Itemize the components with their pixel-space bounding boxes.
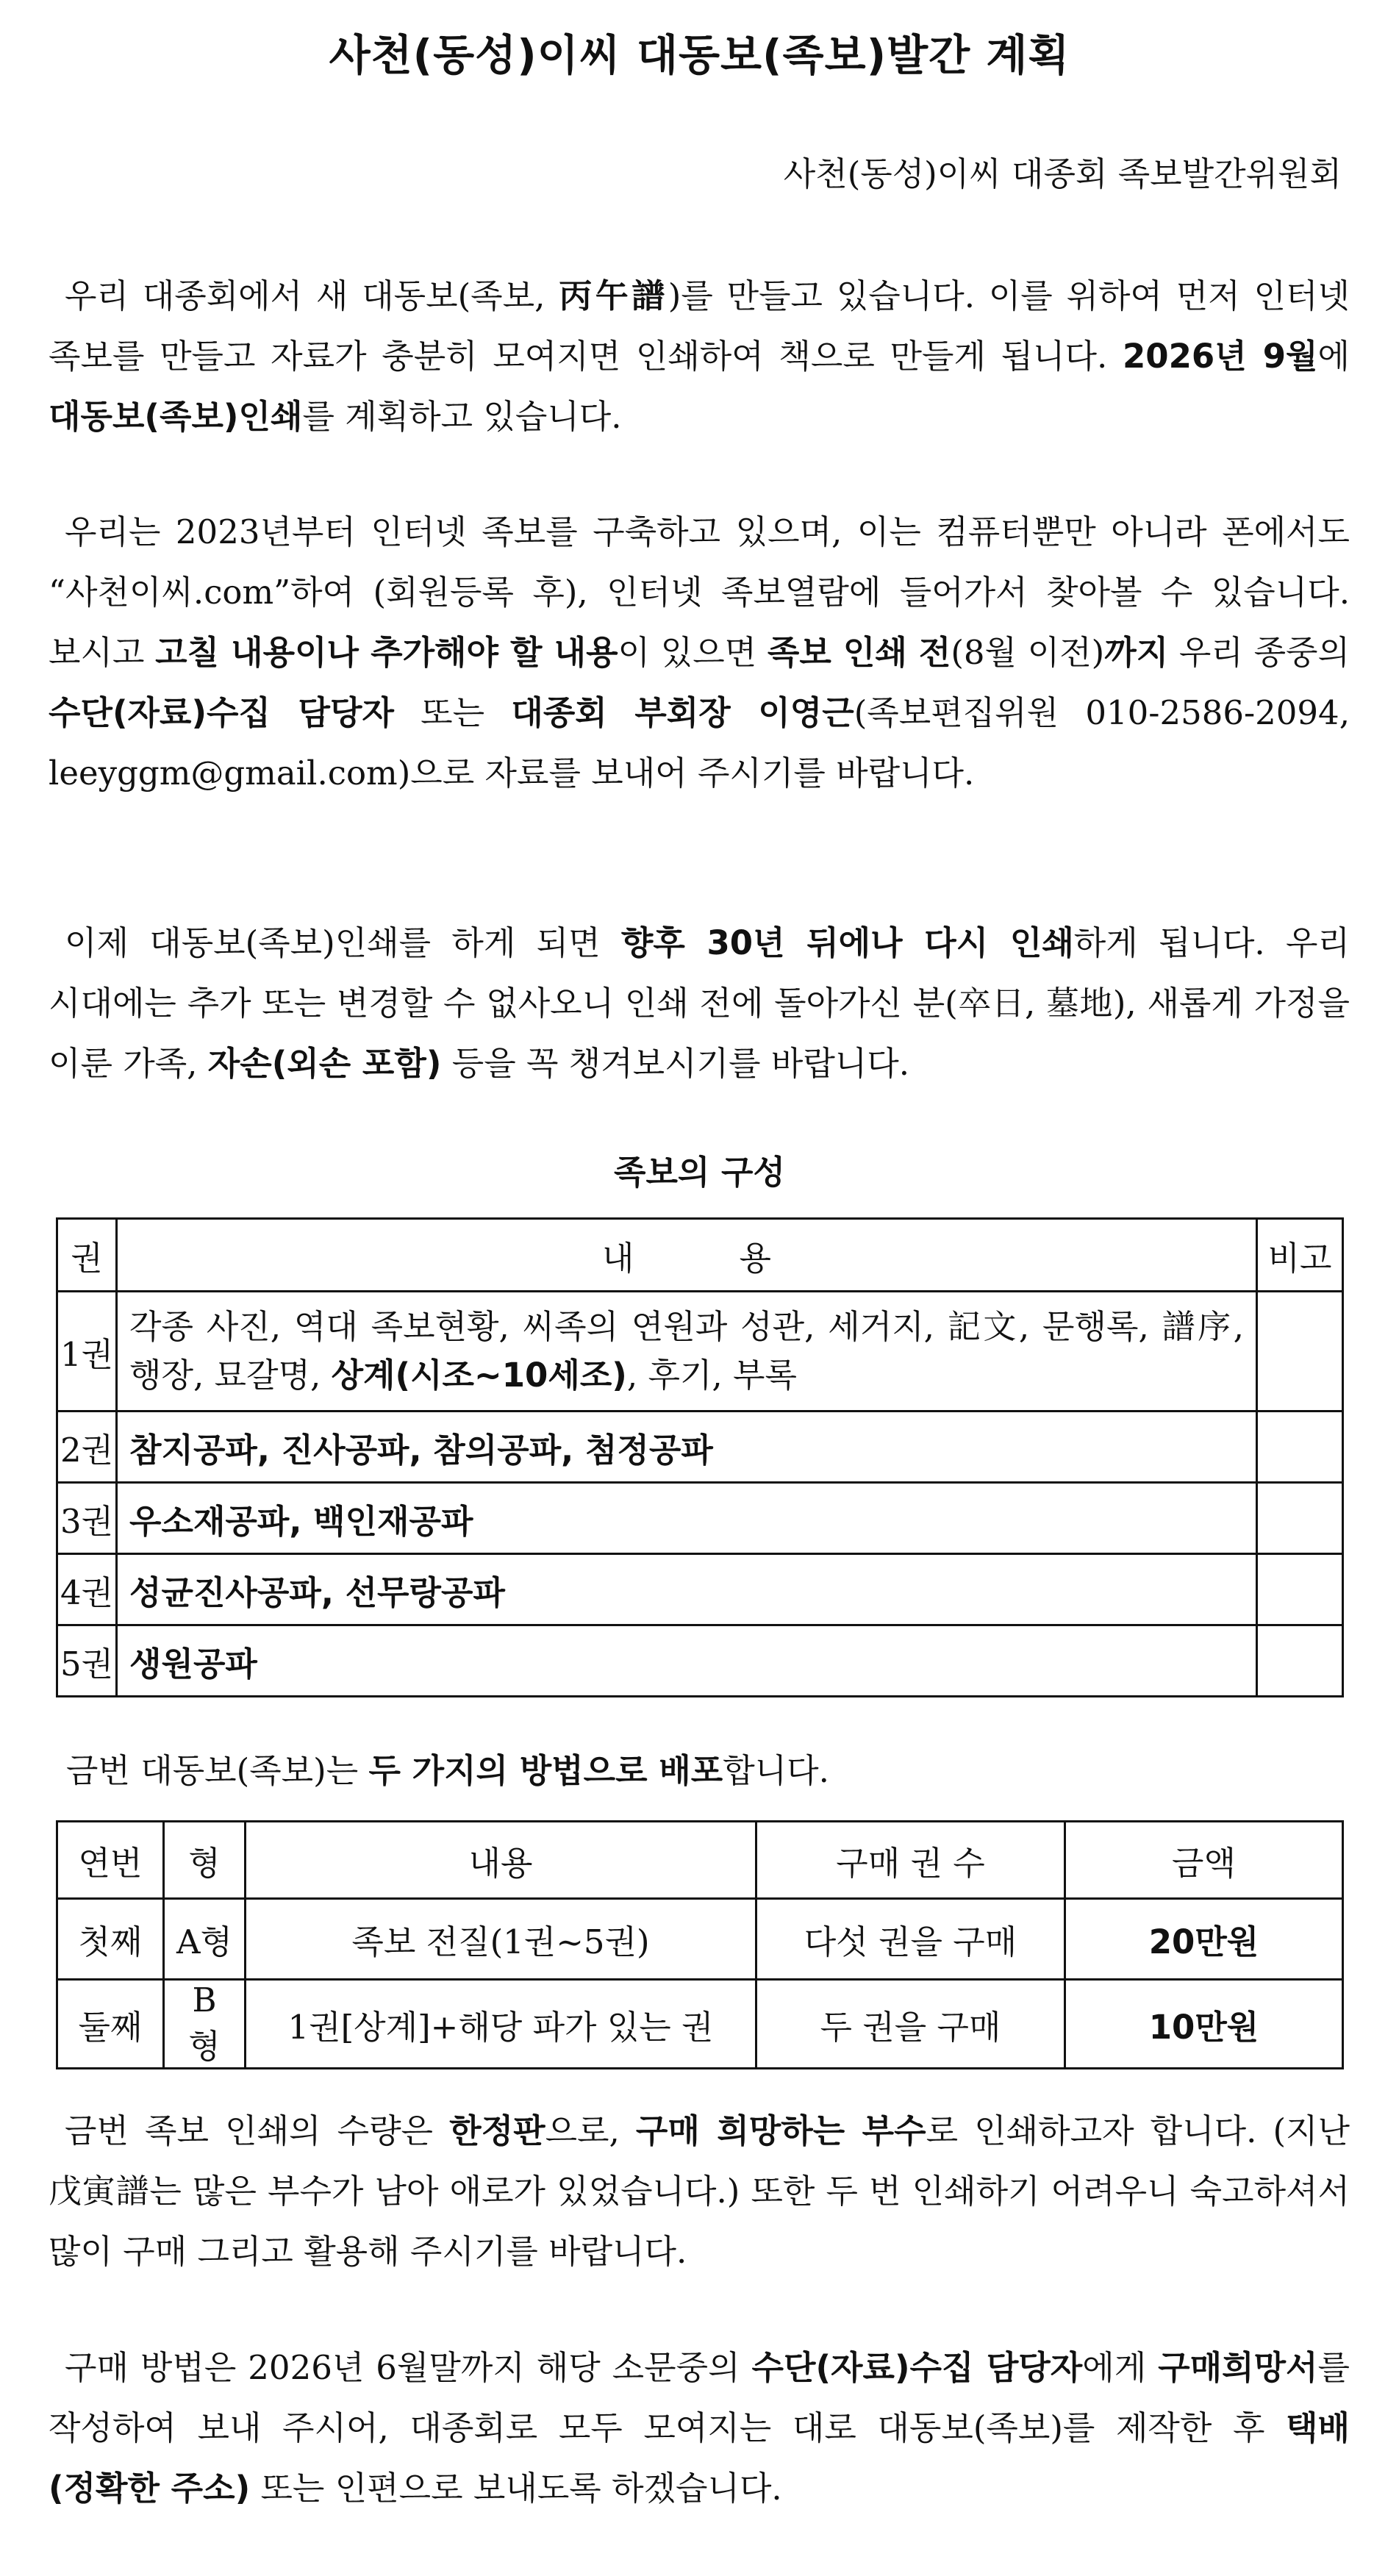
price-cell: 10만원 bbox=[1065, 1980, 1343, 2069]
table-row bbox=[57, 1412, 1343, 1483]
header-purchase: 구매 권 수 bbox=[756, 1822, 1065, 1899]
content-cell: 1권[상계]+해당 파가 있는 권 bbox=[246, 1980, 756, 2069]
table-row bbox=[57, 1554, 1343, 1625]
document-title: 사천(동성)이씨 대동보(족보)발간 계획 bbox=[329, 30, 1070, 80]
header-order: 연번 bbox=[57, 1822, 164, 1899]
note-cell bbox=[1257, 1625, 1343, 1697]
table-header-row bbox=[57, 1822, 1343, 1899]
header-note: 비고 bbox=[1257, 1219, 1343, 1292]
note-cell bbox=[1257, 1554, 1343, 1625]
volume-cell: 5권 bbox=[57, 1625, 117, 1697]
content-cell: 우소재공파, 백인재공파 bbox=[117, 1483, 1257, 1554]
structure-table bbox=[56, 1217, 1344, 1697]
price-cell: 20만원 bbox=[1065, 1899, 1343, 1980]
header-content: 내용 bbox=[246, 1822, 756, 1899]
purchase-cell: 다섯 권을 구매 bbox=[756, 1899, 1065, 1980]
content-cell: 참지공파, 진사공파, 참의공파, 첨정공파 bbox=[117, 1412, 1257, 1483]
content-cell: 생원공파 bbox=[117, 1625, 1257, 1697]
table-row bbox=[57, 1483, 1343, 1554]
table-row bbox=[57, 1292, 1343, 1412]
distribution-intro: 금번 대동보(족보)는 두 가지의 방법으로 배포합니다. bbox=[66, 1751, 829, 1790]
paragraph-internet-genealogy: 우리는 2023년부터 인터넷 족보를 구축하고 있으며, 이는 컴퓨터뿐만 아니라 폰에서도 “사천이씨.com”하여 (회원등록 후), 인터넷 족보열람에 들어가서 찾아볼 수 있습니다. 보시고 고칠 내용이나 추가해야 할 내용이 있으면 족보 인쇄 전(8월 이전)까지 우리 종중의 수단(자료)수집 담당자 또는 대종회 부회장 이영근(족보편집위원 010-2586-2094, leeyggm@gmail.com)으로 자료를 보내어 주시기를 바랍니다. bbox=[49, 512, 1350, 793]
table-row bbox=[57, 1625, 1343, 1697]
note-cell bbox=[1257, 1412, 1343, 1483]
note-cell bbox=[1257, 1483, 1343, 1554]
note-cell bbox=[1257, 1292, 1343, 1412]
order-cell: 둘째 bbox=[57, 1980, 164, 2069]
header-type: 형 bbox=[164, 1822, 246, 1899]
volume-cell: 3권 bbox=[57, 1483, 117, 1554]
structure-caption: 족보의 구성 bbox=[613, 1153, 786, 1192]
volume-cell: 2권 bbox=[57, 1412, 117, 1483]
table-row bbox=[57, 1980, 1343, 2069]
content-cell: 족보 전질(1권~5권) bbox=[246, 1899, 756, 1980]
content-cell: 각종 사진, 역대 족보현황, 씨족의 연원과 성관, 세거지, 記文, 문행록, 譜序, 행장, 묘갈명, 상계(시조~10세조), 후기, 부록 bbox=[117, 1292, 1257, 1412]
paragraph-purchase-method: 구매 방법은 2026년 6월말까지 해당 소문중의 수단(자료)수집 담당자에게 구매희망서를 작성하여 보내 주시어, 대종회로 모두 모여지는 대로 대동보(족보)를 제작한 후 택배(정확한 주소) 또는 인편으로 보내도록 하겠습니다. bbox=[49, 2348, 1350, 2508]
volume-cell: 1권 bbox=[57, 1292, 117, 1412]
paragraph-reprint-notice: 이제 대동보(족보)인쇄를 하게 되면 향후 30년 뒤에나 다시 인쇄하게 됩니다. 우리 시대에는 추가 또는 변경할 수 없사오니 인쇄 전에 돌아가신 분(卒日, 墓地), 새롭게 가정을 이룬 가족, 자손(외손 포함) 등을 꼭 챙겨보시기를 바랍니다. bbox=[49, 923, 1350, 1083]
header-price: 금액 bbox=[1065, 1822, 1343, 1899]
order-cell: 첫째 bbox=[57, 1899, 164, 1980]
table-header-row bbox=[57, 1219, 1343, 1292]
header-volume: 권 bbox=[57, 1219, 117, 1292]
table-row bbox=[57, 1899, 1343, 1980]
type-cell: A형 bbox=[164, 1899, 246, 1980]
distribution-table bbox=[56, 1820, 1344, 2069]
type-cell: B형 bbox=[164, 1980, 246, 2069]
header-content: 내 용 bbox=[117, 1219, 1257, 1292]
purchase-cell: 두 권을 구매 bbox=[756, 1980, 1065, 2069]
volume-cell: 4권 bbox=[57, 1554, 117, 1625]
organization-name: 사천(동성)이씨 대종회 족보발간위원회 bbox=[783, 154, 1342, 193]
paragraph-limited-edition: 금번 족보 인쇄의 수량은 한정판으로, 구매 희망하는 부수로 인쇄하고자 합니다. (지난 戊寅譜는 많은 부수가 남아 애로가 있었습니다.) 또한 두 번 인쇄하기 어려우니 숙고하셔서 많이 구매 그리고 활용해 주시기를 바랍니다. bbox=[49, 2111, 1350, 2271]
paragraph-new-genealogy: 우리 대종회에서 새 대동보(족보, 丙午譜)를 만들고 있습니다. 이를 위하여 먼저 인터넷 족보를 만들고 자료가 충분히 모여지면 인쇄하여 책으로 만들게 됩니다. 2026년 9월에 대동보(족보)인쇄를 계획하고 있습니다. bbox=[49, 276, 1350, 436]
content-cell: 성균진사공파, 선무랑공파 bbox=[117, 1554, 1257, 1625]
